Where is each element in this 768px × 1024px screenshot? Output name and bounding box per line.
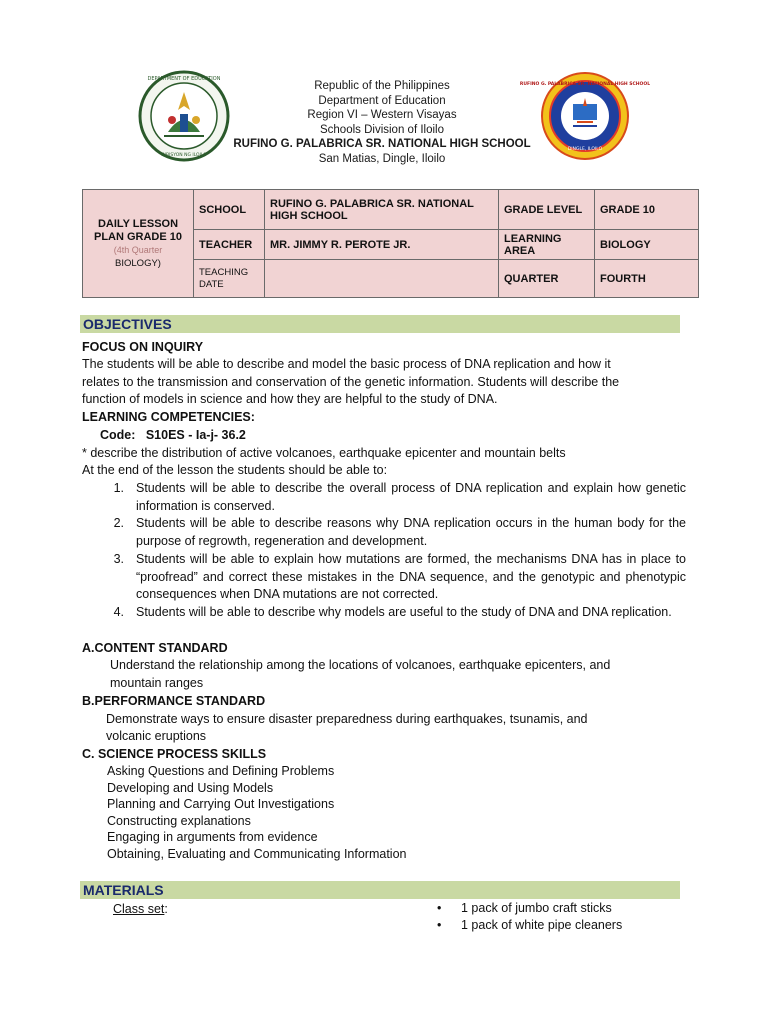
header-address: San Matias, Dingle, Iloilo <box>318 153 446 165</box>
objective-text: Students will be able to describe why models are useful to the study of DNA and DNA replication. <box>136 605 672 619</box>
header-line-2: Department of Education <box>318 95 446 107</box>
objective-number: 4. <box>113 605 124 619</box>
process-skill-item: Developing and Using Models <box>107 781 274 795</box>
teacher-value: MR. JIMMY R. PEROTE JR. <box>265 230 499 260</box>
content-standard-line-1: Understand the relationship among the locations of volcanoes, earthquake epicenters, and <box>110 658 611 672</box>
process-skill-item: Constructing explanations <box>107 814 251 828</box>
focus-line-1: The students will be able to describe and model the basic process of DNA replication and how it <box>82 357 611 371</box>
objective-text: Students will be able to describe the overall process of DNA replication and explain how genetic information is conserved. <box>136 481 686 513</box>
header-line-4: Schools Division of Iloilo <box>319 124 444 136</box>
learning-area-value: BIOLOGY <box>595 230 699 260</box>
header-line-1: Republic of the Philippines <box>314 80 450 92</box>
learning-area-label: LEARNING AREA <box>499 230 595 260</box>
process-skill-item: Asking Questions and Defining Problems <box>107 764 335 778</box>
competencies-heading: LEARNING COMPETENCIES: <box>82 410 255 424</box>
process-skills-heading: C. SCIENCE PROCESS SKILLS <box>82 747 267 761</box>
teaching-date-value <box>265 260 499 298</box>
right-seal-sub: DINGLE, ILOILO <box>567 147 603 152</box>
focus-heading: FOCUS ON INQUIRY <box>82 340 204 354</box>
school-value: RUFINO G. PALABRICA SR. NATIONAL HIGH SCHOOL <box>265 190 499 230</box>
materials-section-bar <box>80 881 680 899</box>
dlp-quarter-faint: (4th Quarter <box>113 244 163 255</box>
lesson-info-table <box>82 189 699 298</box>
objective-text: Students will be able to describe reasons why DNA replication occurs in the human body for the purpose of regrowth, regeneration and development. <box>136 516 686 548</box>
performance-standard-line-2: volcanic eruptions <box>106 729 207 743</box>
process-skill-item: Obtaining, Evaluating and Communicating Information <box>107 847 407 861</box>
grade-level-value: GRADE 10 <box>595 190 699 230</box>
class-set-label-row <box>113 901 168 918</box>
school-label: SCHOOL <box>194 190 265 230</box>
performance-standard-line-1: Demonstrate ways to ensure disaster preparedness during earthquakes, tsunamis, and <box>106 712 588 726</box>
material-text: 1 pack of white pipe cleaners <box>461 918 623 932</box>
content-standard-heading: A.CONTENT STANDARD <box>82 641 228 655</box>
bullet-dot: • <box>437 901 442 915</box>
process-skill-item: Engaging in arguments from evidence <box>107 830 318 844</box>
bullet-dot: • <box>437 918 442 932</box>
objective-number: 2. <box>113 516 124 530</box>
left-seal-text: DEPARTMENT OF EDUCATION <box>147 76 221 82</box>
performance-standard-heading: B.PERFORMANCE STANDARD <box>82 694 266 708</box>
dlp-title: DAILY LESSON PLAN GRADE 10 <box>93 217 183 243</box>
quarter-value: FOURTH <box>595 260 699 298</box>
header-line-3: Region VI – Western Visayas <box>307 109 457 121</box>
focus-line-2: relates to the transmission and conservation of the genetic information. Students will describe the <box>82 375 620 389</box>
focus-line-3: function of models in science and how they are helpful to the study of DNA. <box>82 392 498 406</box>
competency-code: Code: S10ES - Ia-j- 36.2 <box>100 428 246 442</box>
header-school-name: RUFINO G. PALABRICA SR. NATIONAL HIGH SCHOOL <box>233 138 531 150</box>
school-seal-logo <box>519 70 651 162</box>
process-skill-item: Planning and Carrying Out Investigations <box>107 797 335 811</box>
right-seal-text: RUFINO G. PALABRICA SR. NATIONAL HIGH SCHOOL <box>519 82 651 87</box>
content-standard-line-2: mountain ranges <box>110 676 204 690</box>
objectives-heading: OBJECTIVES <box>83 316 172 332</box>
objective-number: 3. <box>113 552 124 566</box>
teaching-date-label: TEACHING DATE <box>194 260 265 298</box>
materials-heading: MATERIALS <box>83 882 164 898</box>
dlp-title-cell <box>83 190 194 298</box>
class-set-label: Class set <box>113 902 165 916</box>
teacher-label: TEACHER <box>194 230 265 260</box>
left-seal-sub: DIBISYON NG ILOILO <box>161 153 207 158</box>
class-set-colon: : <box>164 902 168 916</box>
end-of-lesson-intro: At the end of the lesson the students should be able to: <box>82 463 388 477</box>
objectives-section-bar <box>80 315 680 333</box>
dlp-subject: BIOLOGY) <box>115 257 161 269</box>
objective-text: Students will be able to explain how mutations are formed, the mechanisms DNA has in place to “proofread” and correct these mistakes in the DNA sequence, and the genotypic and phenotypic consequences when DNA mutations are not corrected. <box>136 552 686 601</box>
deped-seal-logo <box>138 70 230 162</box>
competency-line: * describe the distribution of active volcanoes, earthquake epicenter and mountain belts <box>82 446 566 460</box>
grade-level-label: GRADE LEVEL <box>499 190 595 230</box>
objective-number: 1. <box>113 481 124 495</box>
quarter-label: QUARTER <box>499 260 595 298</box>
material-text: 1 pack of jumbo craft sticks <box>461 901 612 915</box>
